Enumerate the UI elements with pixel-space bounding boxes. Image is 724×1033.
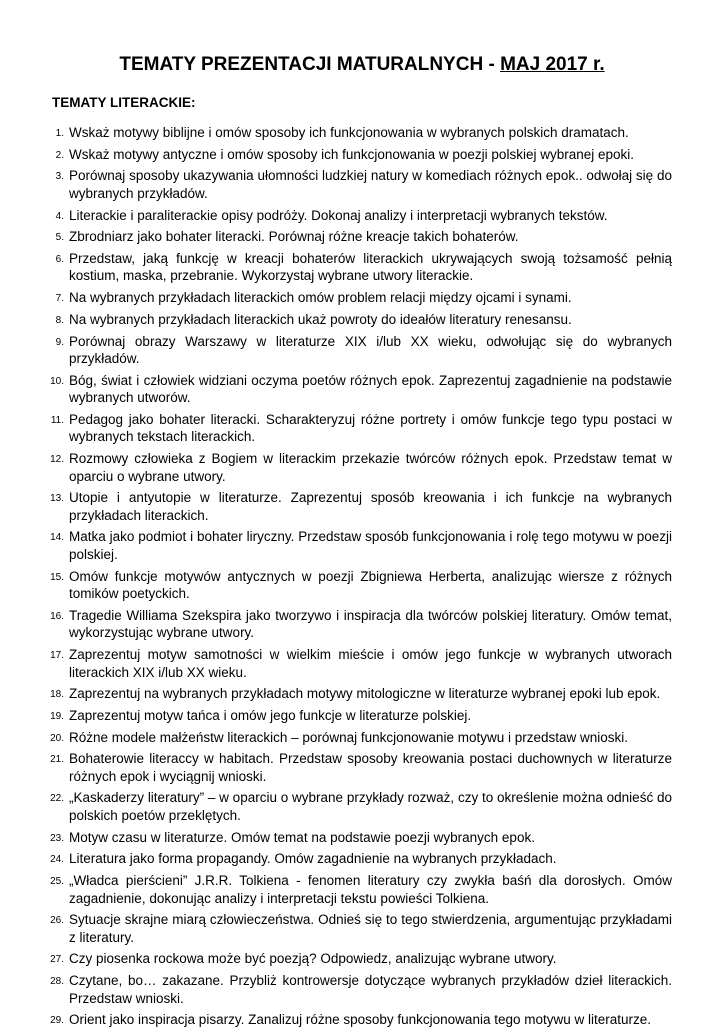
item-number: 21.: [50, 754, 64, 766]
list-item: [0, 146, 724, 164]
item-text: Bohaterowie literaccy w habitach. Przedstaw sposoby kreowania postaci duchownych w literaturze różnych epok i wyciągnij wnioski.: [69, 751, 672, 784]
item-number: 15.: [50, 571, 64, 583]
item-text: Czy piosenka rockowa może być poezją? Odpowiedz, analizując wybrane utwory.: [69, 951, 557, 967]
list-item: [0, 1011, 724, 1029]
list-item: [0, 607, 724, 642]
item-number: 2.: [55, 149, 64, 161]
item-number: 20.: [50, 732, 64, 744]
item-text: Różne modele małżeństw literackich – porównaj funkcjonowanie motywu i przedstaw wnioski.: [69, 729, 629, 745]
list-item: [0, 333, 724, 368]
item-text: „Kaskaderzy literatury” – w oparciu o wybrane przykłady rozważ, czy to określenie można odnieść do polskich poetów przeklętych.: [69, 790, 672, 823]
item-text: Zaprezentuj na wybranych przykładach motywy mitologiczne w literaturze wybranej epoki lub epok.: [69, 686, 661, 702]
list-item: [0, 789, 724, 824]
item-number: 25.: [50, 876, 64, 887]
item-number: 27.: [50, 954, 64, 966]
item-text: Matka jako podmiot i bohater liryczny. Przedstaw sposób funkcjonowania i rolę tego motywu w poezji polskiej.: [69, 529, 672, 562]
list-item: [0, 411, 724, 446]
list-item: [0, 289, 724, 307]
item-text: Na wybranych przykładach literackich omów problem relacji między ojcami i synami.: [69, 290, 572, 306]
item-text: Sytuacje skrajne miarą człowieczeństwa. Odnieś się to tego stwierdzenia, argumentując przykładami z literatury.: [69, 912, 672, 945]
list-item: [0, 911, 724, 946]
list-item: [0, 729, 724, 747]
item-text: Zbrodniarz jako bohater literacki. Porównaj różne kreacje takich bohaterów.: [69, 229, 519, 245]
item-number: 3.: [55, 171, 64, 183]
list-item: [0, 646, 724, 681]
list-item: [0, 311, 724, 329]
item-text: Tragedie Williama Szekspira jako tworzywo i inspiracja dla twórców polskiej literatury. Omów temat, wykorzystując wybrane utwory.: [69, 607, 672, 641]
item-text: Wskaż motywy biblijne i omów sposoby ich funkcjonowania w wybranych polskich dramatach.: [69, 125, 629, 140]
list-item: [0, 568, 724, 603]
topic-list: [0, 124, 724, 1033]
list-item: [0, 167, 724, 202]
item-text: Literatura jako forma propagandy. Omów zagadnienie na wybranych przykładach.: [69, 851, 557, 867]
item-number: 1.: [55, 128, 64, 139]
item-text: Bóg, świat i człowiek widziani oczyma poetów różnych epok. Zaprezentuj zagadnienie na podstawie wybranych utworów.: [69, 372, 672, 406]
item-number: 11.: [50, 414, 64, 426]
list-item: [0, 207, 724, 225]
item-number: 13.: [50, 493, 64, 505]
item-number: 17.: [50, 650, 64, 661]
list-item: [0, 228, 724, 246]
item-text: Czytane, bo… zakazane. Przybliż kontrowersje dotyczące wybranych przykładów dzieł literackich. Przedstaw wnioski.: [69, 973, 672, 1006]
item-number: 4.: [55, 210, 64, 222]
item-number: 26.: [50, 915, 64, 927]
list-item: [0, 972, 724, 1007]
item-number: 8.: [55, 314, 64, 326]
list-item: [0, 489, 724, 524]
section-heading: TEMATY LITERACKIE:: [52, 95, 196, 110]
item-text: Motyw czasu w literaturze. Omów temat na podstawie poezji wybranych epok.: [69, 829, 535, 845]
list-item: [0, 707, 724, 725]
item-text: Pedagog jako bohater literacki. Scharakteryzuj różne portrety i omów funkcje tego typu postaci w wybranych tekstach literackich.: [69, 411, 672, 445]
item-text: Rozmowy człowieka z Bogiem w literackim przekazie twórców różnych epok. Przedstaw temat w oparciu o wybrane utwory.: [69, 451, 672, 484]
item-number: 6.: [55, 253, 64, 265]
item-text: Utopie i antyutopie w literaturze. Zaprezentuj sposób kreowania i ich funkcje na wybranych przykładach literackich.: [69, 490, 672, 523]
list-item: [0, 250, 724, 285]
page-title: [0, 54, 724, 76]
title-date: MAJ 2017 r.: [500, 54, 605, 75]
list-item: [0, 450, 724, 485]
item-text: Porównaj obrazy Warszawy w literaturze XIX i/lub XX wieku, odwołując się do wybranych przykładów.: [69, 333, 672, 366]
item-number: 23.: [50, 832, 64, 844]
list-item: [0, 829, 724, 847]
list-item: [0, 872, 724, 907]
list-item: [0, 950, 724, 968]
list-item: [0, 372, 724, 407]
item-number: 16.: [50, 610, 64, 622]
list-item: [0, 124, 724, 142]
item-number: 19.: [50, 710, 64, 722]
list-item: [0, 750, 724, 785]
item-number: 12.: [50, 454, 64, 466]
item-text: Zaprezentuj motyw samotności w wielkim mieście i omów jego funkcje w wybranych utworach literackich XIX i/lub XX wieku.: [69, 647, 672, 680]
item-text: Zaprezentuj motyw tańca i omów jego funkcje w literaturze polskiej.: [69, 707, 472, 723]
item-number: 24.: [50, 854, 64, 866]
item-number: 10.: [50, 375, 64, 387]
list-item: [0, 685, 724, 703]
list-item: [0, 528, 724, 563]
item-text: Literackie i paraliterackie opisy podróży. Dokonaj analizy i interpretacji wybranych tekstów.: [69, 207, 608, 223]
item-text: Porównaj sposoby ukazywania ułomności ludzkiej natury w komediach różnych epok.. odwołaj się do wybranych przykładów.: [69, 168, 672, 201]
item-number: 7.: [55, 293, 64, 305]
list-item: [0, 850, 724, 868]
item-number: 29.: [50, 1015, 64, 1027]
title-main: TEMATY PREZENTACJI MATURALNYCH -: [119, 54, 501, 75]
item-text: „Władca pierścieni” J.R.R. Tolkiena - fenomen literatury czy zwykła baśń dla dorosłych. Omów zagadnienie, dokonując analizy i interpretacji tekstu powieści Tolkiena.: [69, 873, 672, 906]
item-number: 28.: [50, 976, 64, 988]
item-number: 14.: [50, 532, 64, 544]
item-number: 22.: [50, 793, 64, 805]
item-number: 9.: [55, 336, 64, 348]
item-text: Przedstaw, jaką funkcję w kreacji bohaterów literackich ukrywających swoją tożsamość pełnią kostium, maska, przebranie. Wykorzystaj wybrane utwory literackie.: [69, 250, 672, 284]
item-text: Orient jako inspiracja pisarzy. Zanalizuj różne sposoby funkcjonowania tego motywu w literaturze.: [69, 1012, 652, 1028]
item-number: 5.: [55, 232, 64, 244]
item-text: Na wybranych przykładach literackich ukaż powroty do ideałów literatury renesansu.: [69, 311, 572, 327]
item-number: 18.: [50, 689, 64, 701]
item-text: Wskaż motywy antyczne i omów sposoby ich funkcjonowania w poezji polskiej wybranej epoki.: [69, 146, 635, 162]
item-text: Omów funkcje motywów antycznych w poezji Zbigniewa Herberta, analizując wiersze z różnych tomików poetyckich.: [69, 568, 672, 602]
